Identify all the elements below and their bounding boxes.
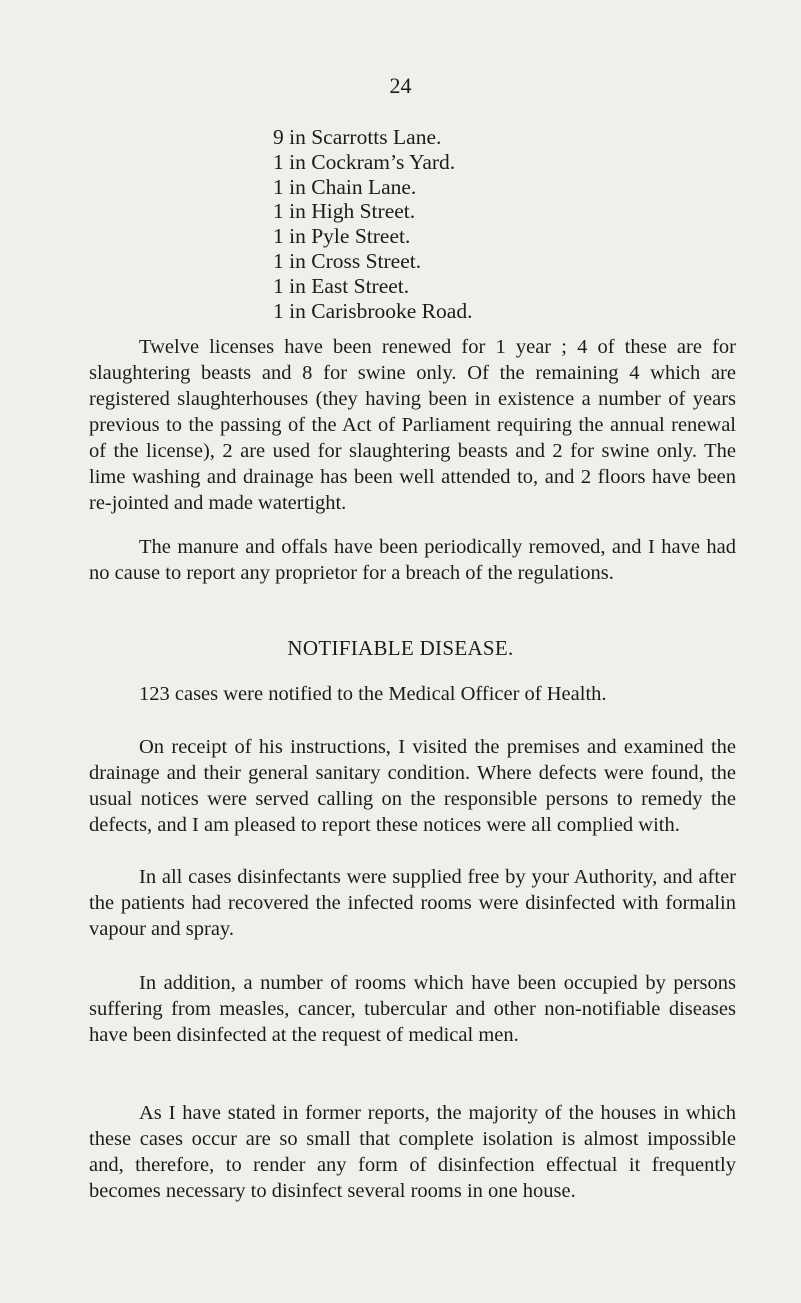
location-item: 9 in Scarrotts Lane.	[273, 125, 442, 149]
slaughterhouse-location-list	[273, 125, 472, 323]
non-notifiable-paragraph: In addition, a number of rooms which have been occupied by persons suffering from measles, cancer, tubercular and other non-notifiable diseases have been disinfected at the request of medical men.	[89, 972, 736, 1046]
location-item: 1 in High Street.	[273, 199, 416, 224]
location-item: 1 in Chain Lane.	[273, 174, 417, 199]
location-item: 1 in Cockram’s Yard.	[273, 149, 456, 174]
section-heading: NOTIFIABLE DISEASE.	[287, 636, 514, 660]
isolation-paragraph: As I have stated in former reports, the majority of the houses in which these cases occur are so small that complete isolation is almost impossible and, therefore, to render any form of disinfection effectual it frequently becomes necessary to disinfect several rooms in one house.	[89, 1102, 736, 1202]
manure-paragraph: The manure and offals have been periodically removed, and I have had no cause to report any proprietor for a breach of the regulations.	[89, 536, 736, 584]
location-item: 1 in Pyle Street.	[273, 224, 411, 249]
licenses-paragraph: Twelve licenses have been renewed for 1 year ; 4 of these are for slaughtering beasts and 8 for swine only. Of the remaining 4 which are registered slaughterhouses (they having been in existence a number of years previous to the passing of the Act of Parliament requiring the annual renewal of the license), 2 are used for slaughtering beasts and 2 for swine only. The lime washing and drainage has been well attended to, and 2 floors have been re-jointed and made watertight.	[89, 336, 736, 514]
disinfectants-paragraph: In all cases disinfectants were supplied free by your Authority, and after the patients had recovered the infected rooms were disinfected with formalin vapour and spray.	[89, 866, 736, 940]
inspection-paragraph: On receipt of his instructions, I visited the premises and examined the drainage and their general sanitary condition. Where defects were found, the usual notices were served calling on the responsible persons to remedy the defects, and I am pleased to report these notices were all complied with.	[89, 736, 736, 836]
cases-notified-paragraph: 123 cases were notified to the Medical Officer of Health.	[139, 683, 607, 705]
location-item: 1 in Carisbrooke Road.	[273, 298, 473, 323]
page-number: 24	[389, 73, 412, 98]
location-item: 1 in Cross Street.	[273, 248, 422, 273]
location-item: 1 in East Street.	[273, 273, 410, 298]
